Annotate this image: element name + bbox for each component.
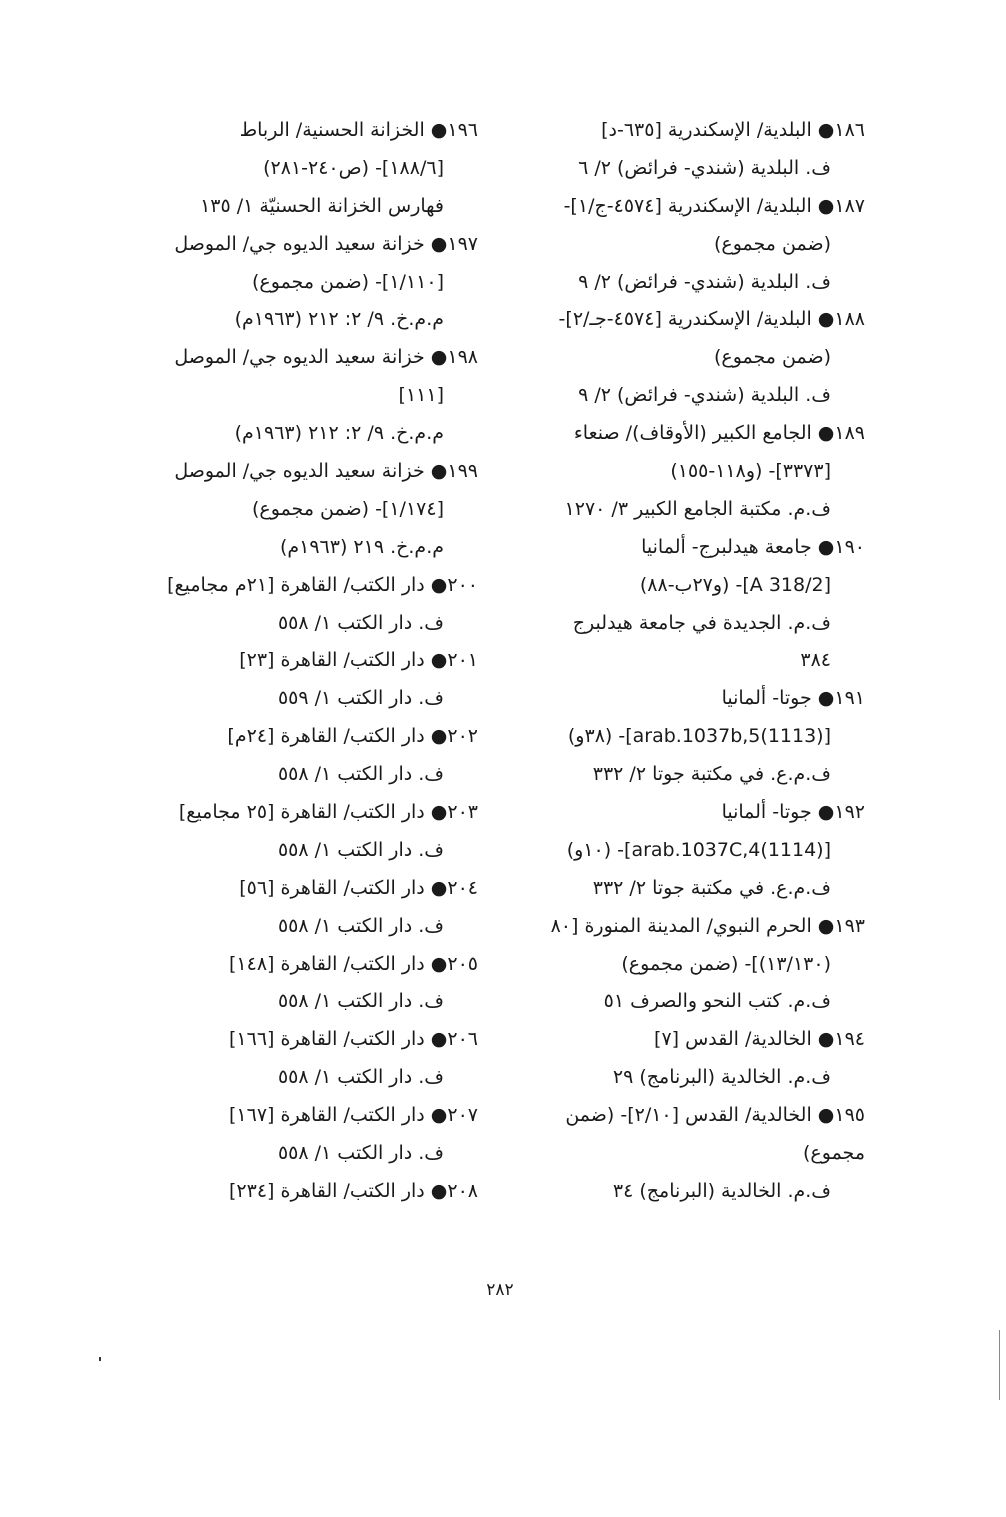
entry-heading-line: ١٩٣● الحرم النبوي/ المدينة المنورة [٨٠ xyxy=(550,914,865,937)
entry-heading-line: ١٩٠● جامعة هيدلبرج- ألمانيا xyxy=(641,535,865,558)
entry-heading-line: ١٩٢● جوتا- ألمانيا xyxy=(721,801,865,824)
entry-heading-line: ١٩٤● الخالدية/ القدس [٧] xyxy=(654,1028,865,1051)
entry-heading-line: ٢٠٠● دار الكتب/ القاهرة [٢١م مجاميع] xyxy=(167,573,478,596)
entry-heading-line: ١٩٦● الخزانة الحسنية/ الرباط xyxy=(239,119,478,141)
entry-detail-line: ف.م.ع. في مكتبة جوتا ٢/ ٣٣٢ xyxy=(592,763,831,786)
entry-detail-line: ف. البلدية (شندي- فرائض) ٢/ ٩ xyxy=(578,270,831,293)
entry-detail-line: م.م.خ. ٢١٩ (١٩٦٣م) xyxy=(279,535,444,558)
entry-detail-line: [١١١] xyxy=(398,384,444,407)
entry-detail-line: [١/١٧٤]- (ضمن مجموع) xyxy=(252,497,444,520)
entry-detail-line: ف.م. كتب النحو والصرف ٥١ xyxy=(603,990,831,1013)
entry-detail-line: [(1114)arab.1037C,4]- (١٠و) xyxy=(566,838,831,861)
scan-edge-line xyxy=(999,1330,1000,1400)
entry-detail-line: ف.م. الخالدية (البرنامج) ٣٤ xyxy=(612,1179,831,1202)
entry-heading-line: ١٨٧● البلدية/ الإسكندرية [٤٥٧٤-ج/١]- xyxy=(563,194,865,217)
entry-detail-line: [١٨٨/٦]- (ص٢٤٠-٢٨١) xyxy=(263,156,444,179)
entry-detail-line: [٣٣٧٣]- (و١١٨-١٥٥) xyxy=(670,460,831,483)
entry-heading-line: ٢٠٧● دار الكتب/ القاهرة [١٦٧] xyxy=(228,1104,478,1127)
entry-detail-line: [(1113)arab.1037b,5]- (٣٨و) xyxy=(567,725,831,748)
entry-heading-line: ١٨٩● الجامع الكبير (الأوقاف)/ صنعاء xyxy=(573,422,865,445)
entry-detail-line: [١/١١٠]- (ضمن مجموع) xyxy=(252,270,444,293)
entry-detail-line: ف. دار الكتب ١/ ٥٥٨ xyxy=(277,838,444,861)
entry-detail-line: ف. دار الكتب ١/ ٥٥٨ xyxy=(277,1142,444,1165)
entry-heading-line: ٢٠٤● دار الكتب/ القاهرة [٥٦] xyxy=(239,876,478,899)
entry-heading-line: ١٩٨● خزانة سعيد الديوه جي/ الموصل xyxy=(174,346,478,369)
entry-detail-line: [A 318/2]- (و٢٧ب-٨٨) xyxy=(639,573,831,596)
entry-detail-line: (١٣/١٣٠)]- (ضمن مجموع) xyxy=(621,952,831,975)
entry-heading-line: مجموع) xyxy=(803,1142,865,1165)
left-column xyxy=(138,112,478,1211)
entry-detail-line: ف. دار الكتب ١/ ٥٥٨ xyxy=(277,914,444,937)
entry-detail-line: م.م.خ. ٩/ ٢: ٢١٢ (١٩٦٣م) xyxy=(234,422,444,445)
entry-detail-line: ف. البلدية (شندي- فرائض) ٢/ ٦ xyxy=(578,156,831,179)
entry-detail-line: ف. دار الكتب ١/ ٥٥٨ xyxy=(277,1066,444,1089)
entry-heading-line: ١٨٦● البلدية/ الإسكندرية [٦٣٥-د] xyxy=(601,119,865,141)
entry-heading-line: ٢٠٥● دار الكتب/ القاهرة [١٤٨] xyxy=(228,952,478,975)
right-column xyxy=(522,112,865,1211)
entry-detail-line: ف. دار الكتب ١/ ٥٥٨ xyxy=(277,990,444,1013)
entry-detail-line: ف.م. مكتبة الجامع الكبير ٣/ ١٢٧٠ xyxy=(564,497,831,520)
entry-detail-line: فهارس الخزانة الحسنيّة ١/ ١٣٥ xyxy=(200,194,444,217)
entry-detail-line: ٣٨٤ xyxy=(800,649,831,672)
entry-detail-line: (ضمن مجموع) xyxy=(713,232,831,255)
entry-detail-line: م.م.خ. ٩/ ٢: ٢١٢ (١٩٦٣م) xyxy=(234,308,444,331)
entry-heading-line: ٢٠٨● دار الكتب/ القاهرة [٢٣٤] xyxy=(228,1179,478,1202)
entry-detail-line: ف.م. الخالدية (البرنامج) ٢٩ xyxy=(612,1066,831,1089)
entry-detail-line: ف. دار الكتب ١/ ٥٥٨ xyxy=(277,611,444,634)
entry-heading-line: ١٩٩● خزانة سعيد الديوه جي/ الموصل xyxy=(174,460,478,483)
entry-detail-line: ف. دار الكتب ١/ ٥٥٨ xyxy=(277,763,444,786)
entry-detail-line: ف.م. الجديدة في جامعة هيدلبرج xyxy=(572,611,831,634)
entry-detail-line: ف.م.ع. في مكتبة جوتا ٢/ ٣٣٢ xyxy=(592,876,831,899)
entry-heading-line: ٢٠١● دار الكتب/ القاهرة [٢٣] xyxy=(239,649,478,672)
entry-heading-line: ١٨٨● البلدية/ الإسكندرية [٤٥٧٤-جـ/٢]- xyxy=(558,308,865,331)
page-number: ٢٨٢ xyxy=(486,1280,514,1300)
entry-heading-line: ١٩٥● الخالدية/ القدس [٢/١٠]- (ضمن xyxy=(565,1104,865,1127)
entry-heading-line: ٢٠٦● دار الكتب/ القاهرة [١٦٦] xyxy=(228,1028,478,1051)
entry-heading-line: ٢٠٢● دار الكتب/ القاهرة [٢٤م] xyxy=(227,725,478,748)
entry-heading-line: ١٩٧● خزانة سعيد الديوه جي/ الموصل xyxy=(174,232,478,255)
scan-speck xyxy=(99,1357,101,1361)
entry-detail-line: (ضمن مجموع) xyxy=(713,346,831,369)
entry-heading-line: ١٩١● جوتا- ألمانيا xyxy=(721,687,865,710)
entry-detail-line: ف. البلدية (شندي- فرائض) ٢/ ٩ xyxy=(578,384,831,407)
entry-heading-line: ٢٠٣● دار الكتب/ القاهرة [٢٥ مجاميع] xyxy=(178,801,478,824)
entry-detail-line: ف. دار الكتب ١/ ٥٥٩ xyxy=(277,687,444,710)
